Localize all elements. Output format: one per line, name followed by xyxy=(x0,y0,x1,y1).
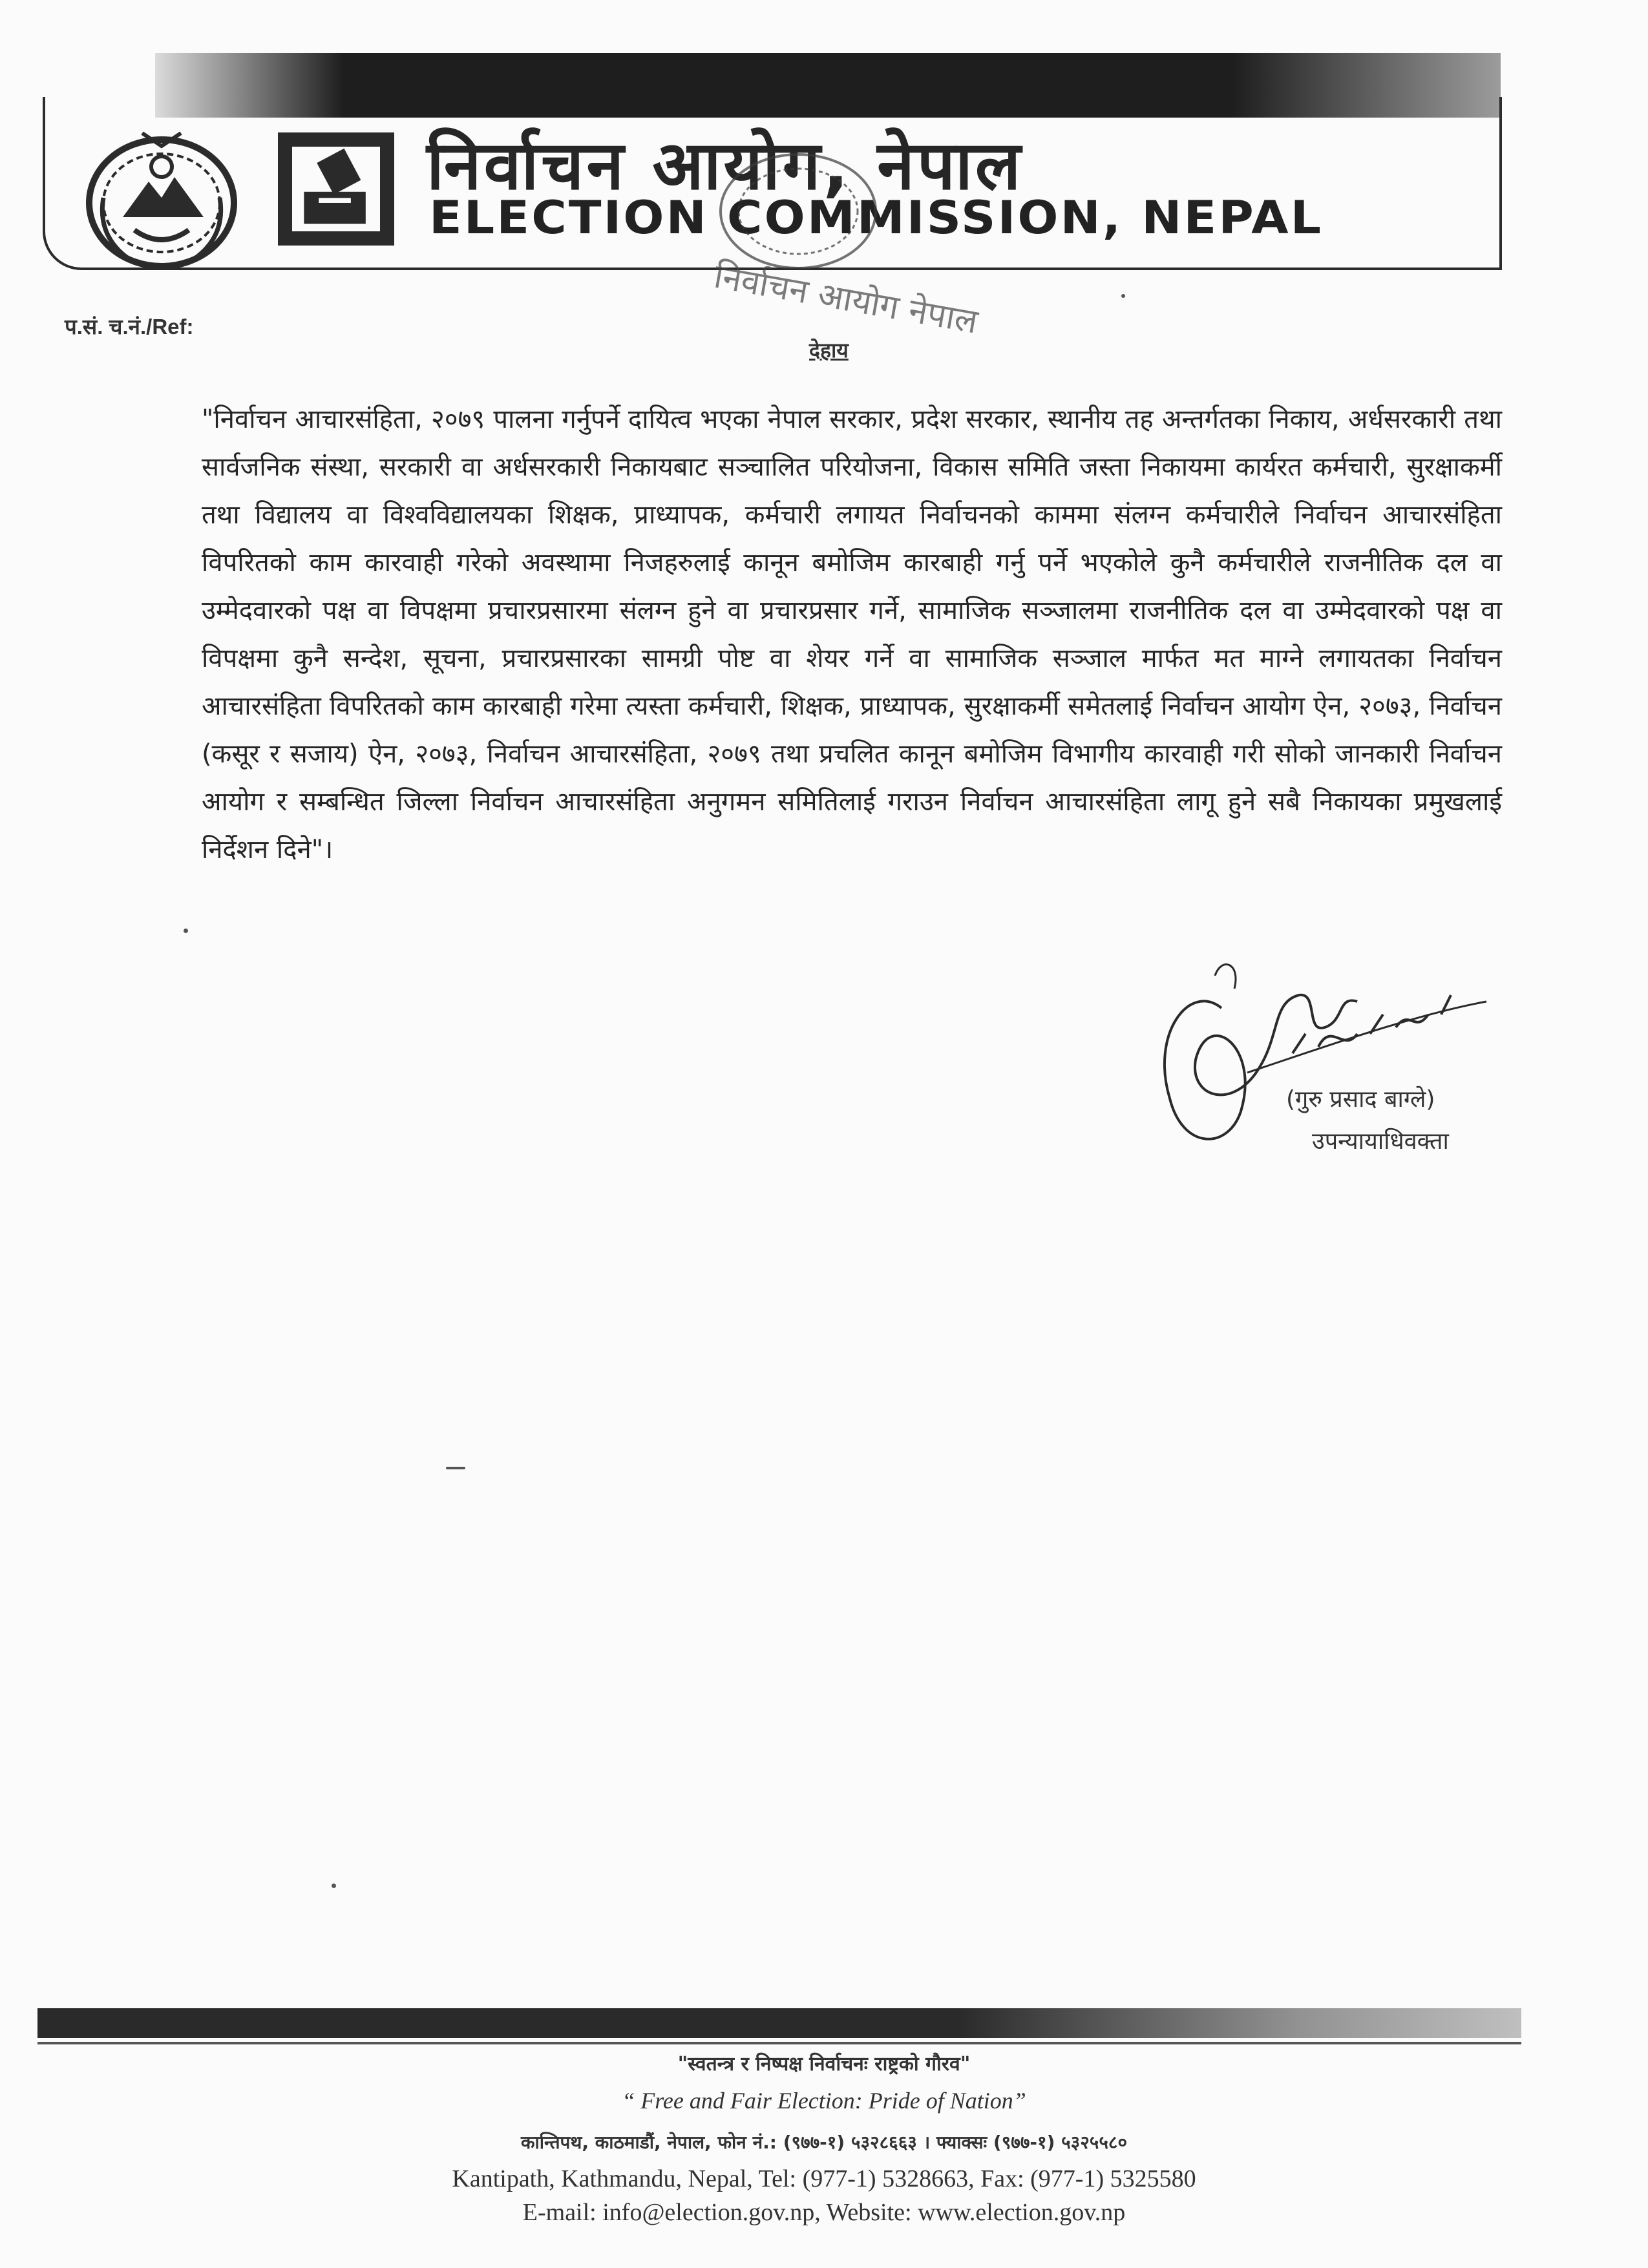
header-title-nepali: निर्वाचन आयोग, नेपाल xyxy=(427,126,1024,205)
footer-contact: E-mail: info@election.gov.np, Website: www.election.gov.np xyxy=(522,2199,1126,2226)
section-heading: देहाय xyxy=(809,338,849,362)
letter-body: "निर्वाचन आचारसंहिता, २०७९ पालना गर्नुपर्ने दायित्व भएका नेपाल सरकार, प्रदेश सरकार, स्थानीय तह अन्तर्गतका निकाय, अर्धसरकारी तथा सार्वजनिक संस्था, सरकारी वा अर्धसरकारी निकायबाट सञ्चालित परियोजना, विकास समिति जस्ता निकायमा कार्यरत कर्मचारी, सुरक्षाकर्मी तथा विद्यालय वा विश्वविद्यालयका शिक्षक, प्राध्यापक, कर्मचारी लगायत निर्वाचनको काममा संलग्न कर्मचारीले निर्वाचन आचारसंहिता विपरितको काम कारवाही गरेको अवस्थामा निजहरुलाई कानून बमोजिम कारबाही गर्नु पर्ने भएकोले कुनै कर्मचारीले राजनीतिक दल वा उम्मेदवारको पक्ष वा विपक्षमा प्रचारप्रसारमा संलग्न हुने वा प्रचारप्रसार गर्ने, सामाजिक सञ्जालमा राजनीतिक दल वा उम्मेदवारको पक्ष वा विपक्षमा कुनै सन्देश, सूचना, प्रचारप्रसारका सामग्री पोष्ट वा शेयर गर्ने वा सामाजिक सञ्जाल मार्फत मत माग्ने लगायतका निर्वाचन आचारसंहिता विपरितको काम कारबाही गरेमा त्यस्ता कर्मचारी, शिक्षक, प्राध्यापक, सुरक्षाकर्मी समेतलाई निर्वाचन आयोग ऐन, २०७३, निर्वाचन (कसूर र सजाय) ऐन, २०७३, निर्वाचन आचारसंहिता, २०७९ तथा प्रचलित कानून बमोजिम विभागीय कारवाही गरी सोको जानकारी निर्वाचन आयोग र सम्बन्धित जिल्ला निर्वाचन आचारसंहिता अनुगमन समितिलाई गराउन निर्वाचन आचारसंहिता लागू हुने सबै निकायका प्रमुखलाई निर्देशन दिने"। xyxy=(202,404,1502,865)
footer-address-nepali: कान्तिपथ, काठमाडौं, नेपाल, फोन नं.: (९७७-१) ५३२८६६३ । फ्याक्सः (९७७-१) ५३२५५८० xyxy=(520,2132,1128,2153)
scan-speck xyxy=(1121,294,1125,298)
footer-dark-bar xyxy=(37,2008,1521,2038)
scan-speck xyxy=(184,929,188,933)
scan-speck xyxy=(446,1467,465,1469)
ballot-box-logo-icon xyxy=(278,132,394,246)
footer-slogan-nepali: "स्वतन्त्र र निष्पक्ष निर्वाचनः राष्ट्रको गौरव" xyxy=(677,2053,971,2075)
signer-name: (गुरु प्रसाद बाग्ले) xyxy=(1286,1086,1435,1113)
header-title-english: ELECTION COMMISSION, NEPAL xyxy=(429,191,1324,244)
signer-title: उपन्यायाधिवक्ता xyxy=(1312,1128,1449,1155)
national-emblem-icon xyxy=(78,120,246,275)
footer-address-english: Kantipath, Kathmandu, Nepal, Tel: (977-1) 5328663, Fax: (977-1) 5325580 xyxy=(452,2165,1196,2192)
reference-label: प.सं. च.नं./Ref: xyxy=(65,315,194,339)
scan-speck xyxy=(332,1884,336,1888)
office-stamp xyxy=(701,150,981,342)
footer-slogan-english: “ Free and Fair Election: Pride of Nation” xyxy=(622,2088,1026,2114)
svg-text:निर्वाचन आयोग नेपाल: निर्वाचन आयोग नेपाल xyxy=(711,257,981,342)
